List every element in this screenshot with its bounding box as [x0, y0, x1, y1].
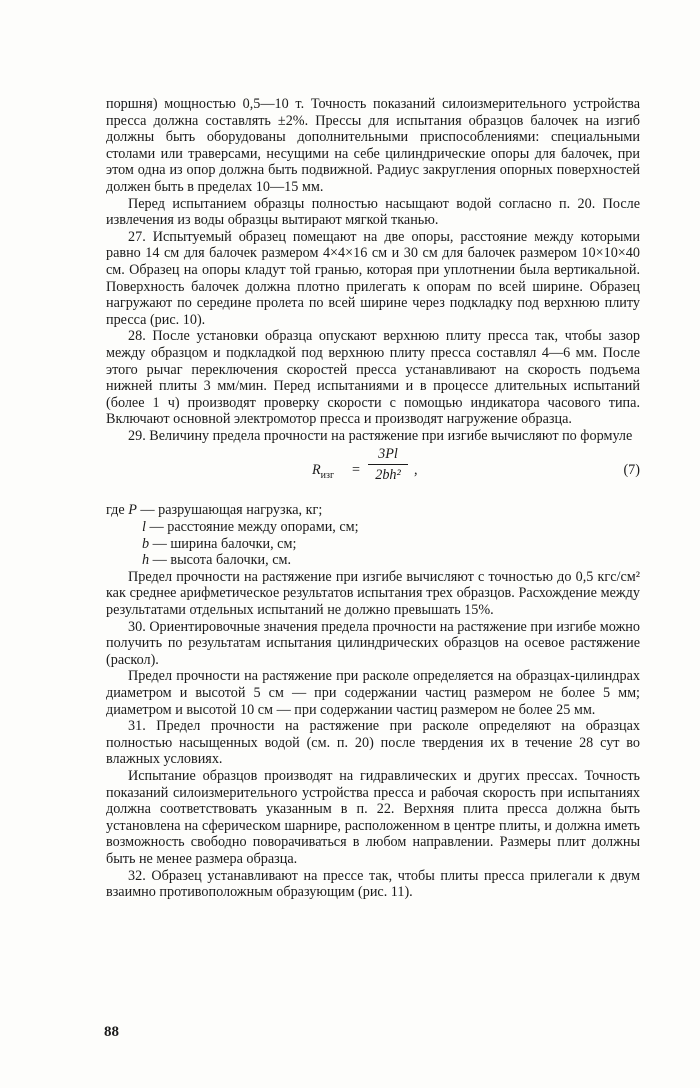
formula-equals: = — [352, 462, 361, 479]
where-label: где — [106, 502, 125, 519]
paragraph: 30. Ориентировочные значения предела прочности на растяжение при изгибе можно получить по результатам испытания цилиндрических образцов на осевое растяжение (раскол). — [106, 618, 640, 668]
paragraph: поршня) мощностью 0,5—10 т. Точность показаний силоизмерительного устройства пресса должна составлять ±2%. Прессы для испытания образцов балочек на изгиб должны быть оборудованы дополнительными приспособлениями: специальными столами или траверсами, несущими на себе цилиндрические опоры для балочек, при этом одна из опор должна быть подвижной. Радиус закругления опорных поверхностей должен быть в пределах 10—15 мм. — [106, 96, 640, 195]
paragraph: 28. После установки образца опускают верхнюю плиту пресса так, чтобы зазор между образцом и подкладкой под верхнюю плиту пресса составлял 4—6 мм. После этого рычаг переключения скоростей пресса устанавливают на скорость подъема нижней плиты 3 мм/мин. Перед испытаниями и в процессе длительных испытаний (более 1 ч) производят проверку скорости с помощью индикатора часового типа. Включают основной электромотор пресса и производят нагружение образца. — [106, 328, 640, 428]
formula-fraction — [368, 446, 408, 483]
paragraph: Предел прочности на растяжение при расколе определяется на образцах-цилиндрах диаметром и высотой 5 см — при содержании частиц размером не более 5 мм; диаметром и высотой 10 см — при содержании частиц размером не более 25 мм. — [106, 668, 640, 718]
variable-definitions — [106, 502, 640, 568]
definition-row: h — высота балочки, см. — [142, 552, 292, 569]
formula-numerator: 3Pl — [368, 446, 408, 465]
page-number: 88 — [104, 1024, 119, 1040]
paragraph: 32. Образец устанавливают на прессе так, чтобы плиты пресса прилегали к двум взаимно противоположным образующим (рис. 11). — [106, 867, 640, 901]
paragraph: Перед испытанием образцы полностью насыщают водой согласно п. 20. После извлечения из воды образцы вытирают мягкой тканью. — [106, 195, 640, 229]
paragraph: 29. Величину предела прочности на растяжение при изгибе вычисляют по формуле — [128, 427, 633, 444]
formula-denominator: 2bh² — [375, 467, 401, 484]
formula-number: (7) — [623, 462, 640, 479]
body-text — [106, 96, 640, 901]
formula-lhs: $R_{изг}$ — [312, 462, 335, 482]
paragraph: 31. Предел прочности на растяжение при расколе определяют на образцах полностью насыщенных водой (см. п. 20) после твердения их в течение 28 сут во влажных условиях. — [106, 718, 640, 768]
formula-comma: , — [414, 462, 418, 479]
definition-row: l — расстояние между опорами, см; — [142, 519, 359, 536]
definition-row: где P — разрушающая нагрузка, кг; — [106, 502, 323, 519]
definition-row: b — ширина балочки, см; — [142, 535, 297, 552]
paragraph: Испытание образцов производят на гидравлических и других прессах. Точность показаний силоизмерительного устройства пресса и рабочая скорость при испытаниях должна соответствовать указанным в п. 22. Верхняя плита пресса должна быть установлена на сферическом шарнире, расположенном в центре плиты, и должна иметь возможность свободно поворачиваться в любом направлении. Размеры плит должны быть не менее размера образца. — [106, 767, 640, 867]
paragraph: Предел прочности на растяжение при изгибе вычисляют с точностью до 0,5 кгс/см² как среднее арифметическое результатов испытания трех образцов. Расхождение между результатами отдельных испытаний не должно превышать 15%. — [106, 568, 640, 619]
formula-7 — [106, 446, 640, 496]
paragraph: 27. Испытуемый образец помещают на две опоры, расстояние между которыми равно 14 см для балочек размером 4×4×16 см и 30 см для балочек размером 10×10×40 см. Образец на опоры кладут той гранью, которая при уплотнении была вертикальной. Поверхность балочек должна плотно прилегать к опорам по всей ширине. Образец нагружают по середине пролета по всей ширине через подкладку под верхнюю плиту пресса (рис. 10). — [106, 228, 640, 328]
